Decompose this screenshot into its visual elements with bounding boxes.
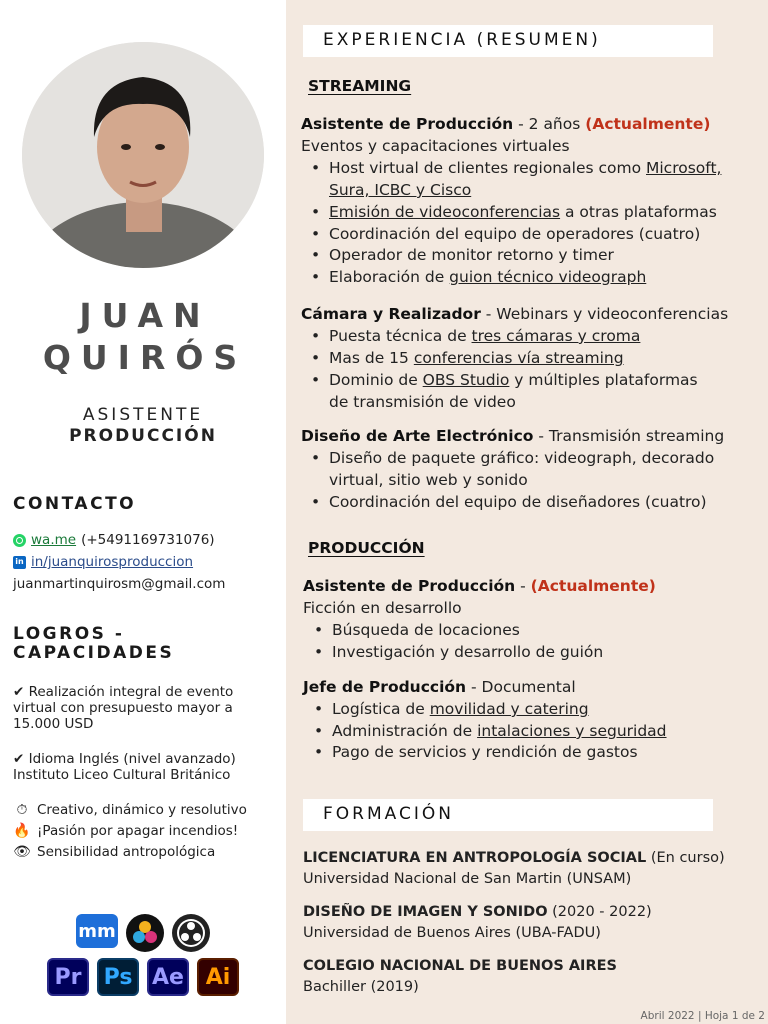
page-footer: Abril 2022 | Hoja 1 de 2: [640, 1010, 765, 1022]
trait-text: Sensibilidad antropológica: [37, 844, 216, 860]
trait-creative: [13, 802, 247, 818]
job-title: [301, 305, 728, 323]
name-first: JUAN: [79, 296, 211, 335]
profile-photo: [22, 42, 264, 268]
edu-years: (2020 - 2022): [547, 904, 652, 920]
role-line2: PRODUCCIÓN: [69, 426, 217, 446]
education-band: [303, 799, 713, 831]
edu-institution: Universidad Nacional de San Martin (UNSAM): [303, 871, 632, 887]
bullet-item: • Coordinación del equipo de operadores (cuatro): [329, 225, 700, 243]
bullet-item: [329, 203, 717, 221]
logro-budget: [13, 684, 275, 732]
bullet-item: [332, 700, 589, 718]
job-desc: - Webinars y videoconferencias: [480, 305, 729, 323]
bullet-item: • Búsqueda de locaciones: [332, 621, 520, 639]
bullet-continuation: Sura, ICBC y Cisco: [329, 181, 472, 199]
edu-title: [303, 850, 725, 866]
job-title: [301, 115, 710, 133]
job-duration: - 2 años: [513, 115, 586, 133]
bullet-underline: Microsoft,: [646, 159, 722, 177]
edu-title: [303, 904, 652, 920]
linkedin-link[interactable]: in/juanquirosproduccion: [31, 554, 194, 570]
bullet-item: [329, 371, 698, 389]
stopwatch-icon: ⏱: [16, 802, 28, 818]
name-last: QUIRÓS: [42, 338, 248, 377]
logro-english: [13, 751, 275, 783]
trait-anthro: [13, 844, 215, 860]
logro-line: Instituto Liceo Cultural Británico: [13, 767, 231, 783]
trait-text: Creativo, dinámico y resolutivo: [37, 802, 247, 818]
contact-heading: CONTACTO: [13, 494, 137, 514]
streaming-subheading: STREAMING: [308, 77, 412, 95]
logro-line: virtual con presupuesto mayor a: [13, 700, 233, 716]
contact-whatsapp: [13, 532, 215, 548]
contact-email: [13, 576, 225, 592]
bullet-item: [329, 268, 646, 286]
davinci-resolve-icon: [126, 914, 164, 952]
bullet-continuation: de transmisión de video: [329, 393, 516, 411]
left-column: [0, 0, 286, 1024]
edu-status: (En curso): [646, 850, 725, 866]
logros-heading-1: LOGROS -: [13, 624, 125, 644]
job-subtitle: Eventos y capacitaciones virtuales: [301, 137, 570, 155]
multimedia-app-icon: mm: [76, 914, 118, 948]
edu-degree: COLEGIO NACIONAL DE BUENOS AIRES: [303, 958, 617, 974]
bullet-text: Host virtual de clientes regionales como: [329, 159, 646, 177]
logro-line: 15.000 USD: [13, 716, 94, 732]
experience-heading: EXPERIENCIA (RESUMEN): [323, 30, 601, 50]
edu-title: [303, 958, 617, 974]
bullet-text: Logística de: [332, 700, 430, 718]
bullet-text: Puesta técnica de: [329, 327, 472, 345]
apps-row-1: [0, 914, 286, 952]
eye-icon: 👁: [13, 844, 31, 860]
job-current-badge: (Actualmente): [585, 115, 711, 133]
job-title: [301, 427, 724, 445]
logro-line: ✔ Realización integral de evento: [13, 684, 234, 700]
fire-icon: 🔥: [13, 823, 31, 839]
whatsapp-icon: [13, 534, 26, 547]
edu-institution: Universidad de Buenos Aires (UBA-FADU): [303, 925, 601, 941]
bullet-underline: intalaciones y seguridad: [477, 722, 667, 740]
experience-band: [303, 25, 713, 57]
job-title: [303, 678, 576, 696]
job-desc: - Documental: [466, 678, 576, 696]
trait-text: ¡Pasión por apagar incendios!: [37, 823, 239, 839]
premiere-icon: Pr: [47, 958, 89, 996]
whatsapp-number: (+5491169731076): [81, 532, 215, 548]
bullet-item: [329, 349, 624, 367]
bullet-item: [329, 159, 721, 177]
whatsapp-link[interactable]: wa.me: [31, 532, 77, 548]
bullet-underline: conferencias vía streaming: [413, 349, 624, 367]
trait-passion: [13, 823, 238, 839]
bullet-continuation: virtual, sitio web y sonido: [329, 471, 528, 489]
illustrator-icon: Ai: [197, 958, 239, 996]
edu-degree: LICENCIATURA EN ANTROPOLOGÍA SOCIAL: [303, 850, 647, 866]
job-current-badge: (Actualmente): [530, 577, 656, 595]
edu-degree: DISEÑO DE IMAGEN Y SONIDO: [303, 904, 548, 920]
education-heading: FORMACIÓN: [323, 804, 454, 824]
job-desc: - Transmisión streaming: [533, 427, 725, 445]
job-subtitle: Ficción en desarrollo: [303, 599, 462, 617]
bullet-text: Administración de: [332, 722, 478, 740]
produccion-subheading: PRODUCCIÓN: [308, 539, 425, 557]
after-effects-icon: Ae: [147, 958, 189, 996]
bullet-item: • Operador de monitor retorno y timer: [329, 246, 614, 264]
bullet-item: [332, 722, 667, 740]
job-role: Asistente de Producción: [301, 115, 514, 133]
job-role: Jefe de Producción: [303, 678, 467, 696]
bullet-text: y múltiples plataformas: [509, 371, 698, 389]
job-role: Cámara y Realizador: [301, 305, 481, 323]
job-role: Diseño de Arte Electrónico: [301, 427, 534, 445]
logros-heading-2: CAPACIDADES: [13, 643, 175, 663]
bullet-item: • Diseño de paquete gráfico: videograph, decorado: [329, 449, 714, 467]
bullet-underline: OBS Studio: [422, 371, 510, 389]
bullet-item: [329, 327, 640, 345]
job-role: Asistente de Producción: [303, 577, 516, 595]
apps-row-2: [0, 958, 286, 996]
bullet-underline: tres cámaras y croma: [471, 327, 641, 345]
bullet-text: Mas de 15: [329, 349, 414, 367]
bullet-text: a otras plataformas: [560, 203, 717, 221]
bullet-item: • Coordinación del equipo de diseñadores (cuatro): [329, 493, 707, 511]
obs-studio-icon: [172, 914, 210, 952]
bullet-underline: guion técnico videograph: [449, 268, 647, 286]
job-title: [303, 577, 656, 595]
bullet-underline: movilidad y catering: [429, 700, 589, 718]
bullet-item: • Investigación y desarrollo de guión: [332, 643, 603, 661]
bullet-text: Dominio de: [329, 371, 423, 389]
logro-line: ✔ Idioma Inglés (nivel avanzado): [13, 751, 236, 767]
bullet-underline: Emisión de videoconferencias: [329, 203, 561, 221]
bullet-item: • Pago de servicios y rendición de gastos: [332, 743, 638, 761]
edu-institution: Bachiller (2019): [303, 979, 419, 995]
right-column: [286, 0, 768, 1024]
email-text[interactable]: juanmartinquirosm@gmail.com: [13, 576, 226, 592]
job-separator: -: [515, 577, 531, 595]
contact-linkedin: [13, 554, 193, 570]
linkedin-icon: in: [13, 556, 26, 569]
role-line1: ASISTENTE: [82, 405, 204, 425]
photoshop-icon: Ps: [97, 958, 139, 996]
bullet-text: Elaboración de: [329, 268, 450, 286]
